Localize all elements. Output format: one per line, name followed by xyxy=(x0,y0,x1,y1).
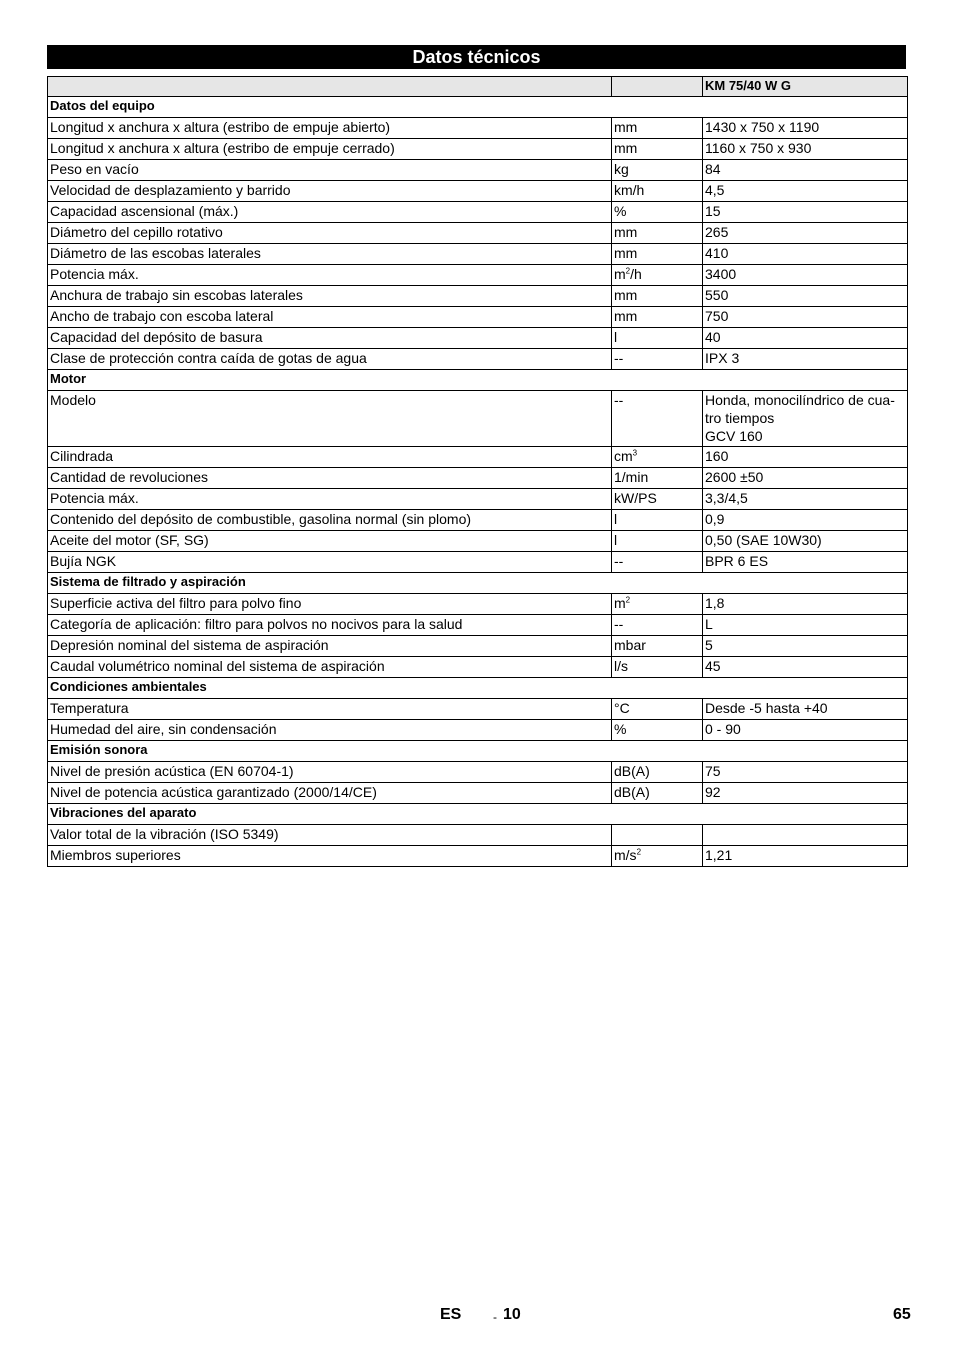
table-row xyxy=(48,181,908,202)
table-row xyxy=(48,846,908,867)
row-label: Longitud x anchura x altura (estribo de empuje cerrado) xyxy=(48,139,612,160)
table-row xyxy=(48,328,908,349)
row-label: Diámetro de las escobas laterales xyxy=(48,244,612,265)
row-value: Desde -5 hasta +40 xyxy=(703,699,908,720)
section-title: Vibraciones del aparato xyxy=(48,804,908,825)
table-row xyxy=(48,552,908,573)
row-label: Clase de protección contra caída de gotas de agua xyxy=(48,349,612,370)
table-row xyxy=(48,615,908,636)
row-unit: $m^2$ xyxy=(612,594,703,615)
row-unit: mm xyxy=(612,244,703,265)
row-unit: -- xyxy=(612,615,703,636)
table-row xyxy=(48,825,908,846)
row-label: Aceite del motor (SF, SG) xyxy=(48,531,612,552)
table-row xyxy=(48,307,908,328)
table-row xyxy=(48,531,908,552)
row-label: Superficie activa del filtro para polvo fino xyxy=(48,594,612,615)
table-row xyxy=(48,265,908,286)
row-value: 0,9 xyxy=(703,510,908,531)
row-label: Anchura de trabajo sin escobas laterales xyxy=(48,286,612,307)
table-row xyxy=(48,720,908,741)
row-value: 265 xyxy=(703,223,908,244)
table-row xyxy=(48,699,908,720)
row-unit: % xyxy=(612,202,703,223)
table-row xyxy=(48,349,908,370)
row-value: Honda, monocilíndrico de cua- tro tiempos GCV 160 xyxy=(703,391,908,447)
page-title: Datos técnicos xyxy=(47,45,906,69)
table-row xyxy=(48,160,908,181)
row-value: BPR 6 ES xyxy=(703,552,908,573)
section-title: Datos del equipo xyxy=(48,97,908,118)
row-value: 550 xyxy=(703,286,908,307)
row-unit: l xyxy=(612,328,703,349)
section-header-row xyxy=(48,804,908,825)
row-value: 4,5 xyxy=(703,181,908,202)
section-header-row xyxy=(48,97,908,118)
section-title: Sistema de filtrado y aspiración xyxy=(48,573,908,594)
row-unit: l/s xyxy=(612,657,703,678)
row-label: Diámetro del cepillo rotativo xyxy=(48,223,612,244)
section-header-row xyxy=(48,678,908,699)
row-unit: km/h xyxy=(612,181,703,202)
row-label: Valor total de la vibración (ISO 5349) xyxy=(48,825,612,846)
row-label: Nivel de presión acústica (EN 60704-1) xyxy=(48,762,612,783)
row-value: 410 xyxy=(703,244,908,265)
header-cell-unit xyxy=(612,77,703,97)
row-value: 2600 ±50 xyxy=(703,468,908,489)
table-row xyxy=(48,223,908,244)
row-unit: mm xyxy=(612,118,703,139)
row-value: 40 xyxy=(703,328,908,349)
table-row xyxy=(48,447,908,468)
row-unit: mm xyxy=(612,139,703,160)
row-unit: $m^2/h$ xyxy=(612,265,703,286)
row-unit: dB(A) xyxy=(612,762,703,783)
row-unit: mm xyxy=(612,223,703,244)
header-cell-model: KM 75/40 W G xyxy=(703,77,908,97)
row-label: Potencia máx. xyxy=(48,489,612,510)
row-unit: % xyxy=(612,720,703,741)
footer-dash: - xyxy=(493,1310,497,1324)
table-row xyxy=(48,657,908,678)
row-unit: -- xyxy=(612,349,703,370)
table-header-row xyxy=(48,77,908,97)
row-label: Categoría de aplicación: filtro para polvos no nocivos para la salud xyxy=(48,615,612,636)
row-unit: mbar xyxy=(612,636,703,657)
row-unit: °C xyxy=(612,699,703,720)
row-unit: -- xyxy=(612,391,703,447)
row-label: Cantidad de revoluciones xyxy=(48,468,612,489)
row-value: 75 xyxy=(703,762,908,783)
footer-page-number: 65 xyxy=(893,1306,911,1323)
row-label: Potencia máx. xyxy=(48,265,612,286)
footer-language: ES xyxy=(440,1306,462,1323)
row-value: 160 xyxy=(703,447,908,468)
row-label: Capacidad ascensional (máx.) xyxy=(48,202,612,223)
row-unit: $cm^3$ xyxy=(612,447,703,468)
footer-section-number: 10 xyxy=(503,1306,521,1323)
table-row xyxy=(48,391,908,447)
row-value: 1430 x 750 x 1190 xyxy=(703,118,908,139)
row-value: 1160 x 750 x 930 xyxy=(703,139,908,160)
row-unit: 1/min xyxy=(612,468,703,489)
row-unit: kg xyxy=(612,160,703,181)
table-row xyxy=(48,468,908,489)
row-label: Capacidad del depósito de basura xyxy=(48,328,612,349)
row-label: Modelo xyxy=(48,391,612,447)
row-value: 45 xyxy=(703,657,908,678)
section-header-row xyxy=(48,741,908,762)
row-value: 5 xyxy=(703,636,908,657)
table-row xyxy=(48,118,908,139)
row-label: Humedad del aire, sin condensación xyxy=(48,720,612,741)
row-value: 84 xyxy=(703,160,908,181)
row-label: Longitud x anchura x altura (estribo de empuje abierto) xyxy=(48,118,612,139)
section-header-row xyxy=(48,370,908,391)
table-row xyxy=(48,510,908,531)
technical-data-table xyxy=(47,76,908,867)
row-value: 15 xyxy=(703,202,908,223)
row-value: 1,21 xyxy=(703,846,908,867)
row-unit: kW/PS xyxy=(612,489,703,510)
row-unit: $m/s^2$ xyxy=(612,846,703,867)
table-row xyxy=(48,762,908,783)
row-value: 1,8 xyxy=(703,594,908,615)
row-unit: l xyxy=(612,531,703,552)
row-value: 92 xyxy=(703,783,908,804)
section-title: Condiciones ambientales xyxy=(48,678,908,699)
header-cell-label xyxy=(48,77,612,97)
row-label: Depresión nominal del sistema de aspiración xyxy=(48,636,612,657)
table-row xyxy=(48,636,908,657)
row-label: Miembros superiores xyxy=(48,846,612,867)
row-unit: mm xyxy=(612,286,703,307)
table-row xyxy=(48,783,908,804)
row-value: L xyxy=(703,615,908,636)
row-value: IPX 3 xyxy=(703,349,908,370)
table-row xyxy=(48,202,908,223)
row-unit: l xyxy=(612,510,703,531)
row-value: 3400 xyxy=(703,265,908,286)
row-unit: dB(A) xyxy=(612,783,703,804)
row-label: Temperatura xyxy=(48,699,612,720)
table-row xyxy=(48,244,908,265)
table-row xyxy=(48,594,908,615)
row-label: Ancho de trabajo con escoba lateral xyxy=(48,307,612,328)
section-title: Emisión sonora xyxy=(48,741,908,762)
row-label: Nivel de potencia acústica garantizado (2000/14/CE) xyxy=(48,783,612,804)
row-label: Velocidad de desplazamiento y barrido xyxy=(48,181,612,202)
row-unit: mm xyxy=(612,307,703,328)
row-label: Bujía NGK xyxy=(48,552,612,573)
row-label: Peso en vacío xyxy=(48,160,612,181)
row-label: Caudal volumétrico nominal del sistema de aspiración xyxy=(48,657,612,678)
row-value: 750 xyxy=(703,307,908,328)
row-label: Contenido del depósito de combustible, gasolina normal (sin plomo) xyxy=(48,510,612,531)
table-row xyxy=(48,286,908,307)
row-value: 3,3/4,5 xyxy=(703,489,908,510)
row-label: Cilindrada xyxy=(48,447,612,468)
row-value xyxy=(703,825,908,846)
section-header-row xyxy=(48,573,908,594)
section-title: Motor xyxy=(48,370,908,391)
row-value: 0,50 (SAE 10W30) xyxy=(703,531,908,552)
table-row xyxy=(48,489,908,510)
row-value: 0 - 90 xyxy=(703,720,908,741)
table-row xyxy=(48,139,908,160)
row-unit xyxy=(612,825,703,846)
row-unit: -- xyxy=(612,552,703,573)
